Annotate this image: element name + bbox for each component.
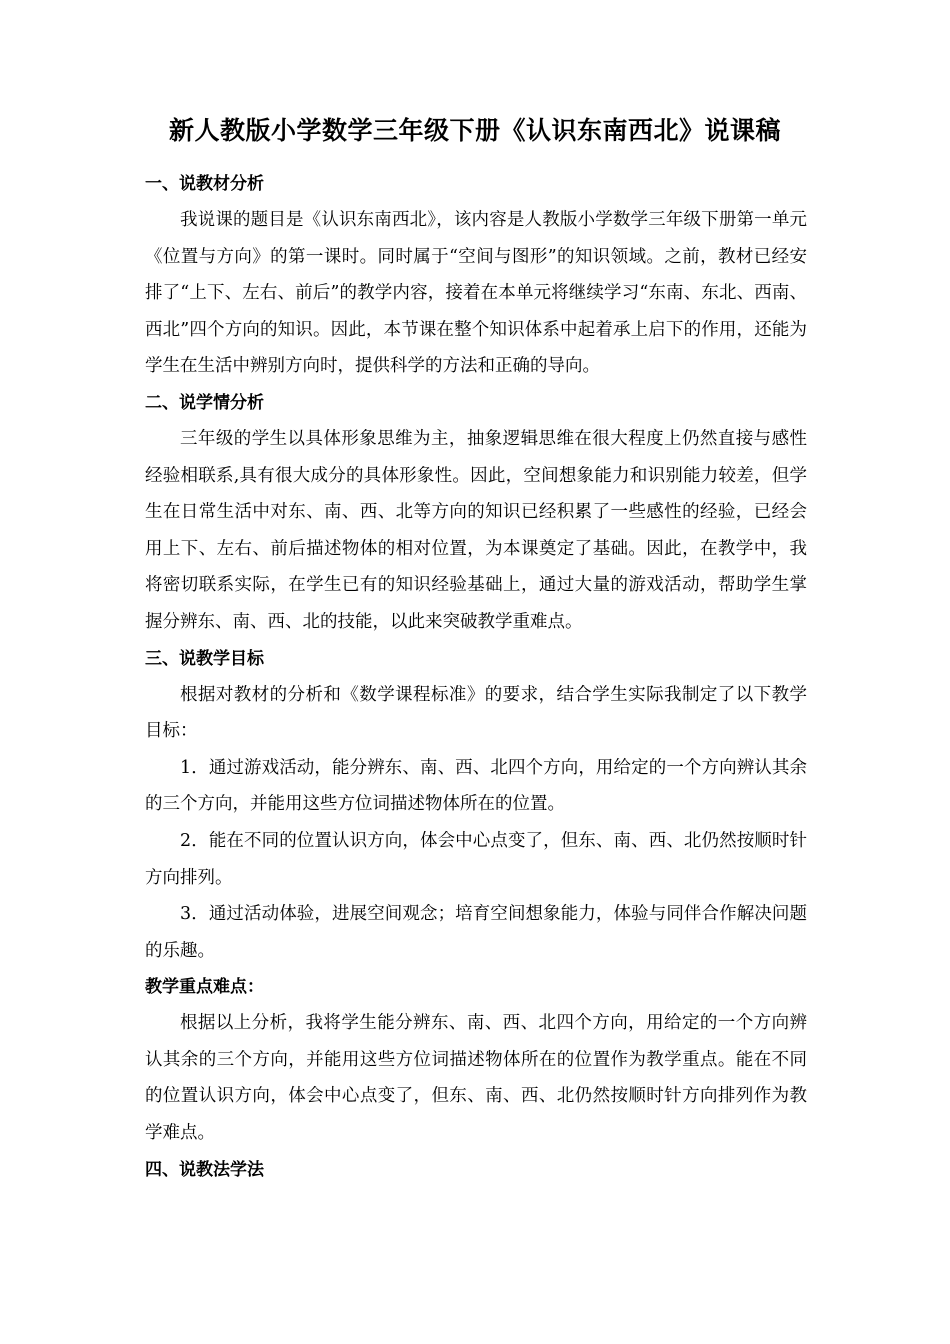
paragraph-goal-2: 2．能在不同的位置认识方向，体会中心点变了，但东、南、西、北仍然按顺时针方向排列。: [145, 830, 807, 888]
section-heading-textbook-analysis: 一、说教材分析: [145, 174, 264, 194]
section-heading-student-analysis: 二、说学情分析: [145, 392, 264, 413]
document-body: [145, 166, 807, 1188]
paragraph-teaching-goals-intro: 根据对教材的分析和《数学课程标准》的要求，结合学生实际我制定了以下教学目标：: [145, 684, 807, 742]
section-heading-teaching-methods: 四、说教法学法: [145, 1159, 264, 1180]
paragraph-key-points: 根据以上分析，我将学生能分辨东、南、西、北四个方向，用给定的一个方向辨认其余的三个方向，并能用这些方位词描述物体所在的位置作为教学重点。能在不同的位置认识方向，体会中心点变了，但东、南、西、北仍然按顺时针方向排列作为教学难点。: [145, 1013, 807, 1144]
paragraph-student-analysis: 三年级的学生以具体形象思维为主，抽象逻辑思维在很大程度上仍然直接与感性经验相联系,具有很大成分的具体形象性。因此，空间想象能力和识别能力较差，但学生在日常生活中对东、南、西、北等方向的知识已经积累了一些感性的经验，已经会用上下、左右、前后描述物体的相对位置，为本课奠定了基础。因此，在教学中，我将密切联系实际，在学生已有的知识经验基础上，通过大量的游戏活动，帮助学生掌握分辨东、南、西、北的技能，以此来突破教学重难点。: [145, 428, 807, 632]
section-heading-key-points: 教学重点难点：: [145, 977, 264, 998]
document-title: 新人教版小学数学三年级下册《认识东南西北》说课稿: [168, 116, 781, 145]
paragraph-textbook-analysis: 我说课的题目是《认识东南西北》，该内容是人教版小学数学三年级下册第一单元《位置与方向》的第一课时。同时属于“空间与图形”的知识领域。之前，教材已经安排了“上下、左右、前后”的教学内容，接着在本单元将继续学习“东南、东北、西南、西北”四个方向的知识。因此，本节课在整个知识体系中起着承上启下的作用，还能为学生在生活中辨别方向时，提供科学的方法和正确的导向。: [145, 210, 807, 377]
paragraph-goal-3: 3．通过活动体验，进展空间观念；培育空间想象能力，体验与同伴合作解决问题的乐趣。: [145, 904, 807, 961]
section-heading-teaching-goals: 三、说教学目标: [145, 648, 264, 669]
paragraph-goal-1: 1．通过游戏活动，能分辨东、南、西、北四个方向，用给定的一个方向辨认其余的三个方向，并能用这些方位词描述物体所在的位置。: [145, 757, 807, 815]
